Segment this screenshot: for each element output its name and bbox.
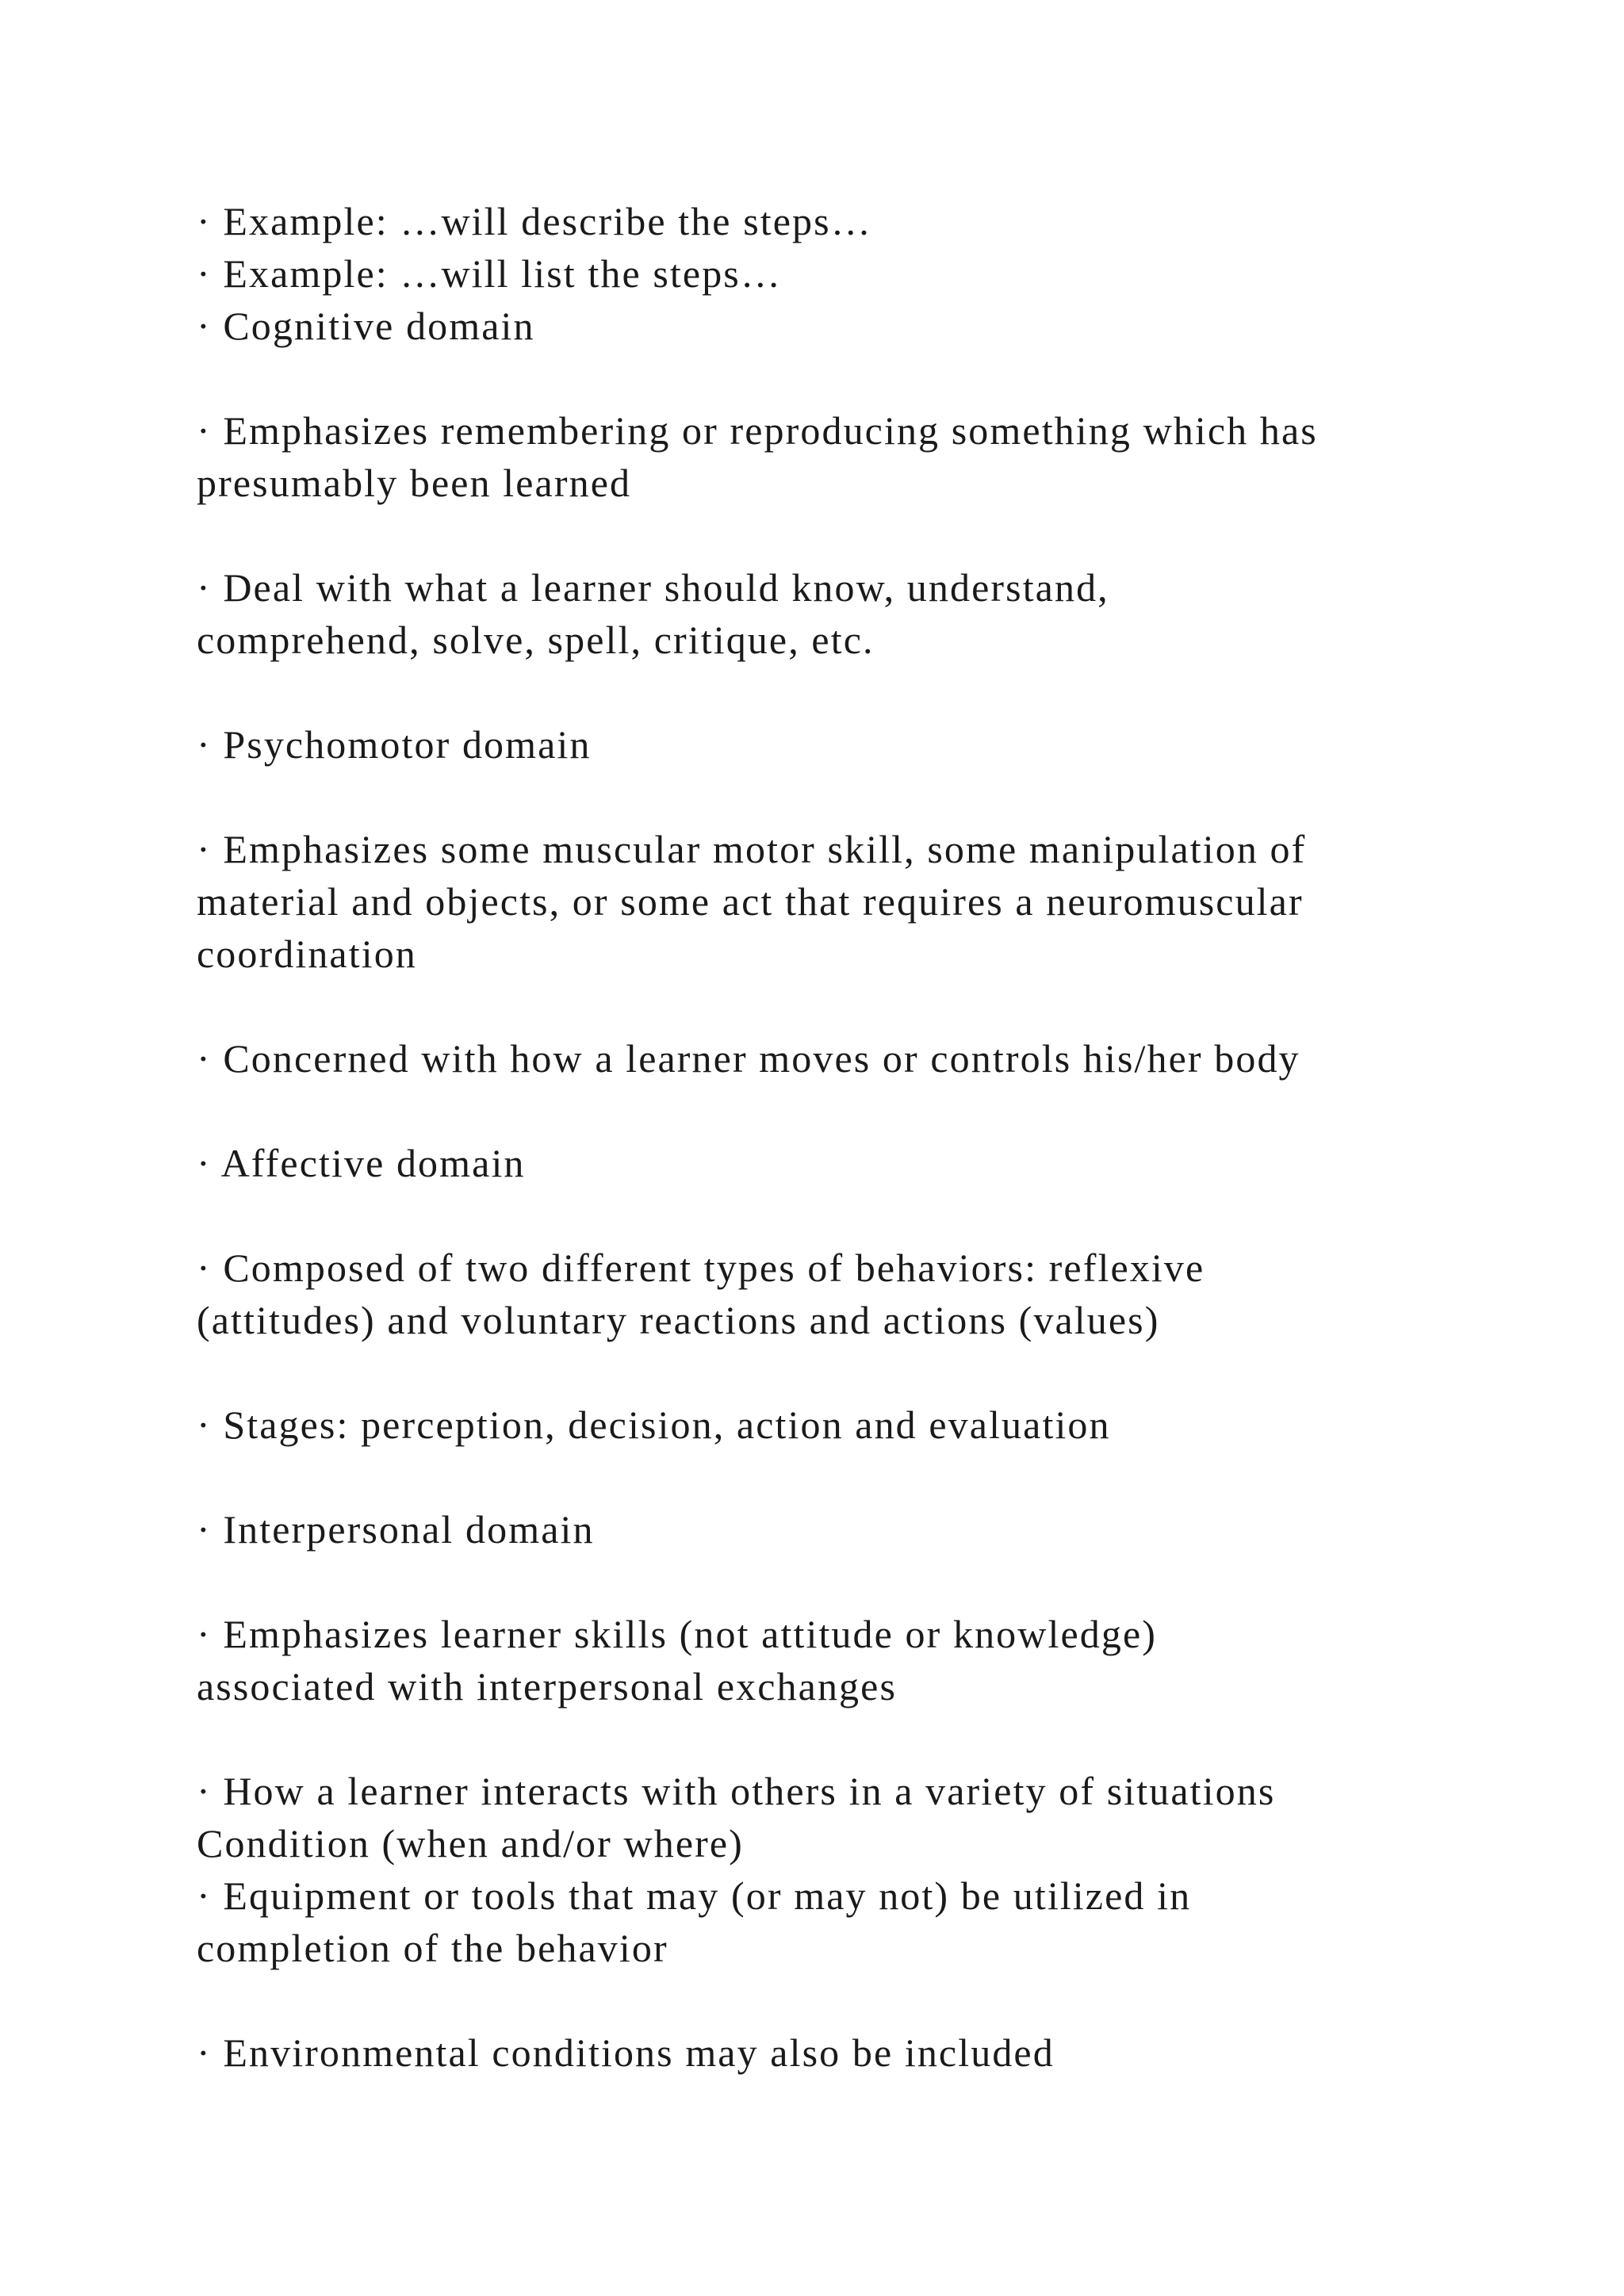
- text-line: · Stages: perception, decision, action and evaluation: [197, 1402, 1111, 1447]
- text-line: · Emphasizes remembering or reproducing something which has: [197, 408, 1318, 453]
- blank-line: [197, 1974, 1497, 2026]
- text-line: comprehend, solve, spell, critique, etc.: [197, 618, 875, 662]
- text-line: · Cognitive domain: [197, 304, 535, 348]
- blank-line: [197, 1451, 1497, 1503]
- text-line: · Example: …will describe the steps…: [197, 199, 872, 243]
- text-line: associated with interpersonal exchanges: [197, 1664, 897, 1709]
- text-line: · Emphasizes learner skills (not attitude or knowledge): [197, 1612, 1158, 1656]
- blank-line: [197, 666, 1497, 718]
- text-line: · Affective domain: [197, 1141, 526, 1185]
- blank-line: [197, 1346, 1497, 1399]
- text-line: · Emphasizes some muscular motor skill, some manipulation of: [197, 827, 1307, 871]
- blank-line: [197, 1712, 1497, 1765]
- text-line: · Concerned with how a learner moves or controls his/her body: [197, 1036, 1300, 1081]
- blank-line: [197, 509, 1497, 561]
- text-line: · Example: …will list the steps…: [197, 251, 782, 296]
- text-line: Condition (when and/or where): [197, 1821, 744, 1866]
- text-line: · Interpersonal domain: [197, 1507, 595, 1552]
- text-line: completion of the behavior: [197, 1926, 668, 1970]
- text-line: · Composed of two different types of behaviors: reflexive: [197, 1246, 1205, 1290]
- text-line: presumably been learned: [197, 461, 632, 505]
- blank-line: [197, 352, 1497, 404]
- blank-line: [197, 1085, 1497, 1137]
- blank-line: [197, 1556, 1497, 1608]
- document-body: [197, 195, 1497, 2079]
- text-line: · Environmental conditions may also be included: [197, 2030, 1055, 2075]
- text-line: coordination: [197, 932, 417, 976]
- text-line: (attitudes) and voluntary reactions and actions (values): [197, 1298, 1160, 1342]
- text-line: material and objects, or some act that requires a neuromuscular: [197, 879, 1304, 924]
- blank-line: [197, 1189, 1497, 1242]
- text-line: · Psychomotor domain: [197, 722, 592, 767]
- blank-line: [197, 771, 1497, 823]
- text-line: · How a learner interacts with others in a variety of situations: [197, 1769, 1276, 1813]
- text-line: · Equipment or tools that may (or may not) be utilized in: [197, 1873, 1192, 1918]
- text-line: · Deal with what a learner should know, understand,: [197, 565, 1109, 610]
- blank-line: [197, 980, 1497, 1032]
